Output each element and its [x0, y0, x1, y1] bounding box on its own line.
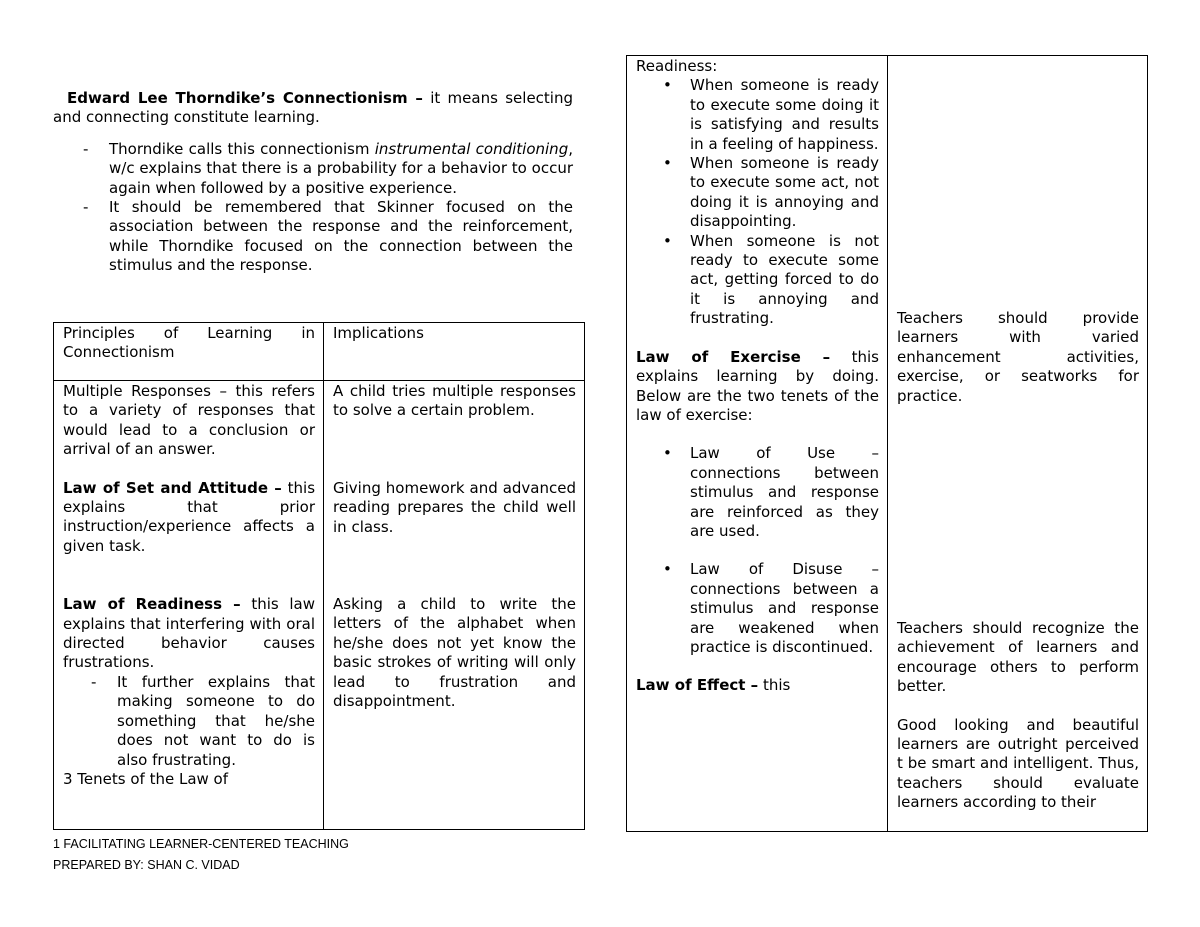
principles-table [53, 322, 585, 830]
intro-heading [53, 89, 573, 128]
exercise-implication: Teachers should recognize the achievement of learners and encourage others to perform better. [897, 619, 1139, 696]
intro-section [53, 89, 573, 276]
readiness-implication: Asking a child to write the letters of the alphabet when he/she does not yet know the basic strokes of writing will only lead to frustration and disappointment. [333, 595, 576, 711]
intro-title: Edward Lee Thorndike’s Connectionism – [67, 89, 423, 107]
continuation-table [626, 55, 1148, 832]
intro-bullet-1-italic: instrumental conditioning [374, 139, 569, 158]
readiness-label: Readiness: [636, 57, 718, 75]
readiness-sub-item: - It further explains that making someone to do something that he/she does not want to do is also frustrating. [63, 673, 315, 770]
implications-cell [324, 381, 585, 830]
readiness-bullet-1: • When someone is ready to execute some doing it is satisfying and results in a feeling of happiness. [636, 76, 879, 154]
effect-title: Law of Effect – [636, 676, 759, 695]
readiness-body: this law explains that interfering with oral directed behavior causes frustrations. [63, 595, 315, 672]
effect-implication: Good looking and beautiful learners are outright perceived t be smart and intelligent. Thus, teachers should evaluate learners according to their [897, 715, 1139, 812]
exercise-title: Law of Exercise – [636, 347, 831, 366]
readiness-bullet-2: • When someone is ready to execute some act, not doing it is annoying and disappointing. [636, 154, 879, 232]
set-attitude-body: this explains that prior instruction/experience affects a given task. [63, 478, 316, 555]
intro-bullet-1-text: Thorndike calls this connectionism [109, 139, 375, 158]
table-row [54, 381, 585, 830]
implications-cell-continued [888, 56, 1148, 832]
effect-body: this [758, 676, 791, 695]
table-header-row [54, 323, 585, 381]
multiple-responses-implication: A child tries multiple responses to solve a certain problem. [333, 382, 576, 420]
readiness-title: Law of Readiness – [63, 595, 241, 614]
header-implications: Implications [324, 323, 585, 381]
set-attitude-text [63, 479, 315, 557]
set-attitude-implication: Giving homework and advanced reading prepares the child well in class. [333, 478, 576, 536]
table-row [627, 56, 1148, 832]
intro-bullet-2-text: It should be remembered that Skinner focused on the association between the response and the reinforcement, while Thorndike focused on the connection between the stimulus and the response. [109, 198, 573, 275]
readiness-bullet-3: • When someone is not ready to execute some act, getting forced to do it is annoying and frustrating. [636, 232, 879, 329]
exercise-text [636, 348, 879, 426]
header-principles: Principles of Learning in Connectionism [54, 323, 324, 381]
multiple-responses-text: Multiple Responses – this refers to a variety of responses that would lead to a conclusion or arrival of an answer. [63, 382, 315, 459]
readiness-sub-list [63, 673, 315, 770]
principles-cell [54, 381, 324, 830]
law-of-disuse: • Law of Disuse – connections between a stimulus and response are weakened when practice is discontinued. [636, 560, 879, 657]
exercise-bullet-list [636, 444, 879, 657]
readiness-tenets-implication: Teachers should provide learners with varied enhancement activities, exercise, or seatworks for practice. [897, 309, 1139, 405]
footer-prepared-by: PREPARED BY: SHAN C. VIDAD [53, 858, 240, 872]
principles-cell-continued [627, 56, 888, 832]
effect-text [636, 676, 879, 695]
intro-bullet-1 [53, 140, 573, 198]
intro-dash-list [53, 140, 573, 276]
law-of-use: • Law of Use – connections between stimulus and response are reinforced as they are used. [636, 444, 879, 541]
readiness-tenets-tail: 3 Tenets of the Law of [63, 769, 229, 788]
readiness-bullet-list [636, 76, 879, 328]
intro-bullet-1-post: , w/c explains that there is a probability for a behavior to occur again when followed by a positive experience. [109, 139, 573, 197]
intro-title-rest: it means selecting and connecting constitute learning. [53, 89, 573, 127]
readiness-text [63, 595, 315, 673]
footer-course: 1 FACILITATING LEARNER-CENTERED TEACHING [53, 837, 349, 851]
exercise-body: this explains learning by doing. Below are the two tenets of the law of exercise: [636, 347, 879, 424]
set-attitude-title: Law of Set and Attitude – [63, 478, 282, 497]
intro-bullet-2 [53, 198, 573, 276]
